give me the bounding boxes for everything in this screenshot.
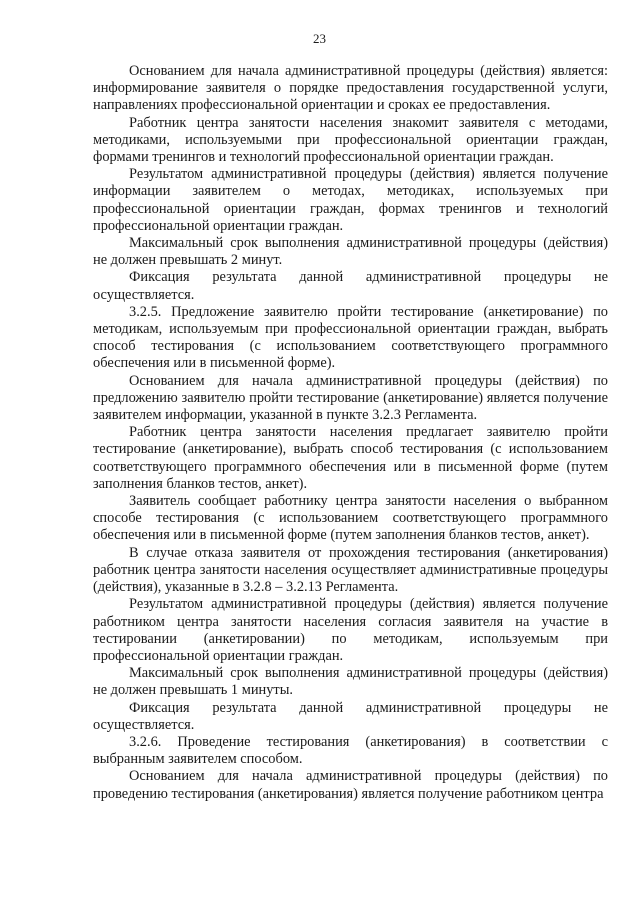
- paragraph: Работник центра занятости населения предлагает заявителю пройти тестирование (анкетирование), выбрать способ тестирования (с использованием соответствующего программного обеспечения или в письменной форме (путем заполнения бланков тестов, анкет).: [93, 424, 608, 492]
- paragraph: Результатом административной процедуры (действия) является получение работником центра занятости населения согласия заявителя на участие в тестировании (анкетировании) по методикам, используемым при профессиональной ориентации граждан.: [93, 596, 608, 664]
- paragraph: Результатом административной процедуры (действия) является получение информации заявителем о методах, методиках, используемых при профессиональной ориентации граждан, формах тренингов и технологий профессиональной ориентации граждан.: [93, 166, 608, 234]
- paragraph: Максимальный срок выполнения административной процедуры (действия) не должен превышать 1 минуты.: [93, 665, 608, 699]
- paragraph: В случае отказа заявителя от прохождения тестирования (анкетирования) работник центра занятости населения осуществляет административные процедуры (действия), указанные в 3.2.8 – 3.2.13 Регламента.: [93, 544, 608, 596]
- section-heading-3-2-5: 3.2.5. Предложение заявителю пройти тестирование (анкетирование) по методикам, используемым при профессиональной ориентации граждан, выбрать способ тестирования (с использованием соответствующего программного обеспечения или в письменной форме).: [93, 303, 608, 372]
- paragraph: Фиксация результата данной административной процедуры не осуществляется.: [93, 699, 608, 733]
- section-heading-3-2-6: 3.2.6. Проведение тестирования (анкетирования) в соответствии с выбранным заявителем способом.: [93, 733, 608, 768]
- paragraph: Основанием для начала административной процедуры (действия) является: информирование заявителя о порядке предоставления государственной услуги, направлениях профессиональной ориентации и сроках ее предоставления.: [93, 63, 608, 114]
- page-number: 23: [313, 31, 326, 46]
- document-body: [93, 63, 608, 803]
- paragraph: Основанием для начала административной процедуры (действия) по предложению заявителю пройти тестирование (анкетирование) является получение заявителем информации, указанной в пункте 3.2.3 Регламента.: [93, 372, 608, 424]
- paragraph: Основанием для начала административной процедуры (действия) по проведению тестирования (анкетирования) является получение работником центра: [93, 768, 608, 802]
- paragraph: Работник центра занятости населения знакомит заявителя с методами, методиками, используемыми при профессиональной ориентации граждан, формами тренингов и технологий профессиональной ориентации граждан.: [93, 114, 608, 166]
- paragraph: Максимальный срок выполнения административной процедуры (действия) не должен превышать 2 минут.: [93, 235, 608, 269]
- paragraph: Фиксация результата данной административной процедуры не осуществляется.: [93, 269, 608, 303]
- paragraph: Заявитель сообщает работнику центра занятости населения о выбранном способе тестирования (с использованием соответствующего программного обеспечения или в письменной форме (путем заполнения бланков тестов, анкет).: [93, 493, 608, 544]
